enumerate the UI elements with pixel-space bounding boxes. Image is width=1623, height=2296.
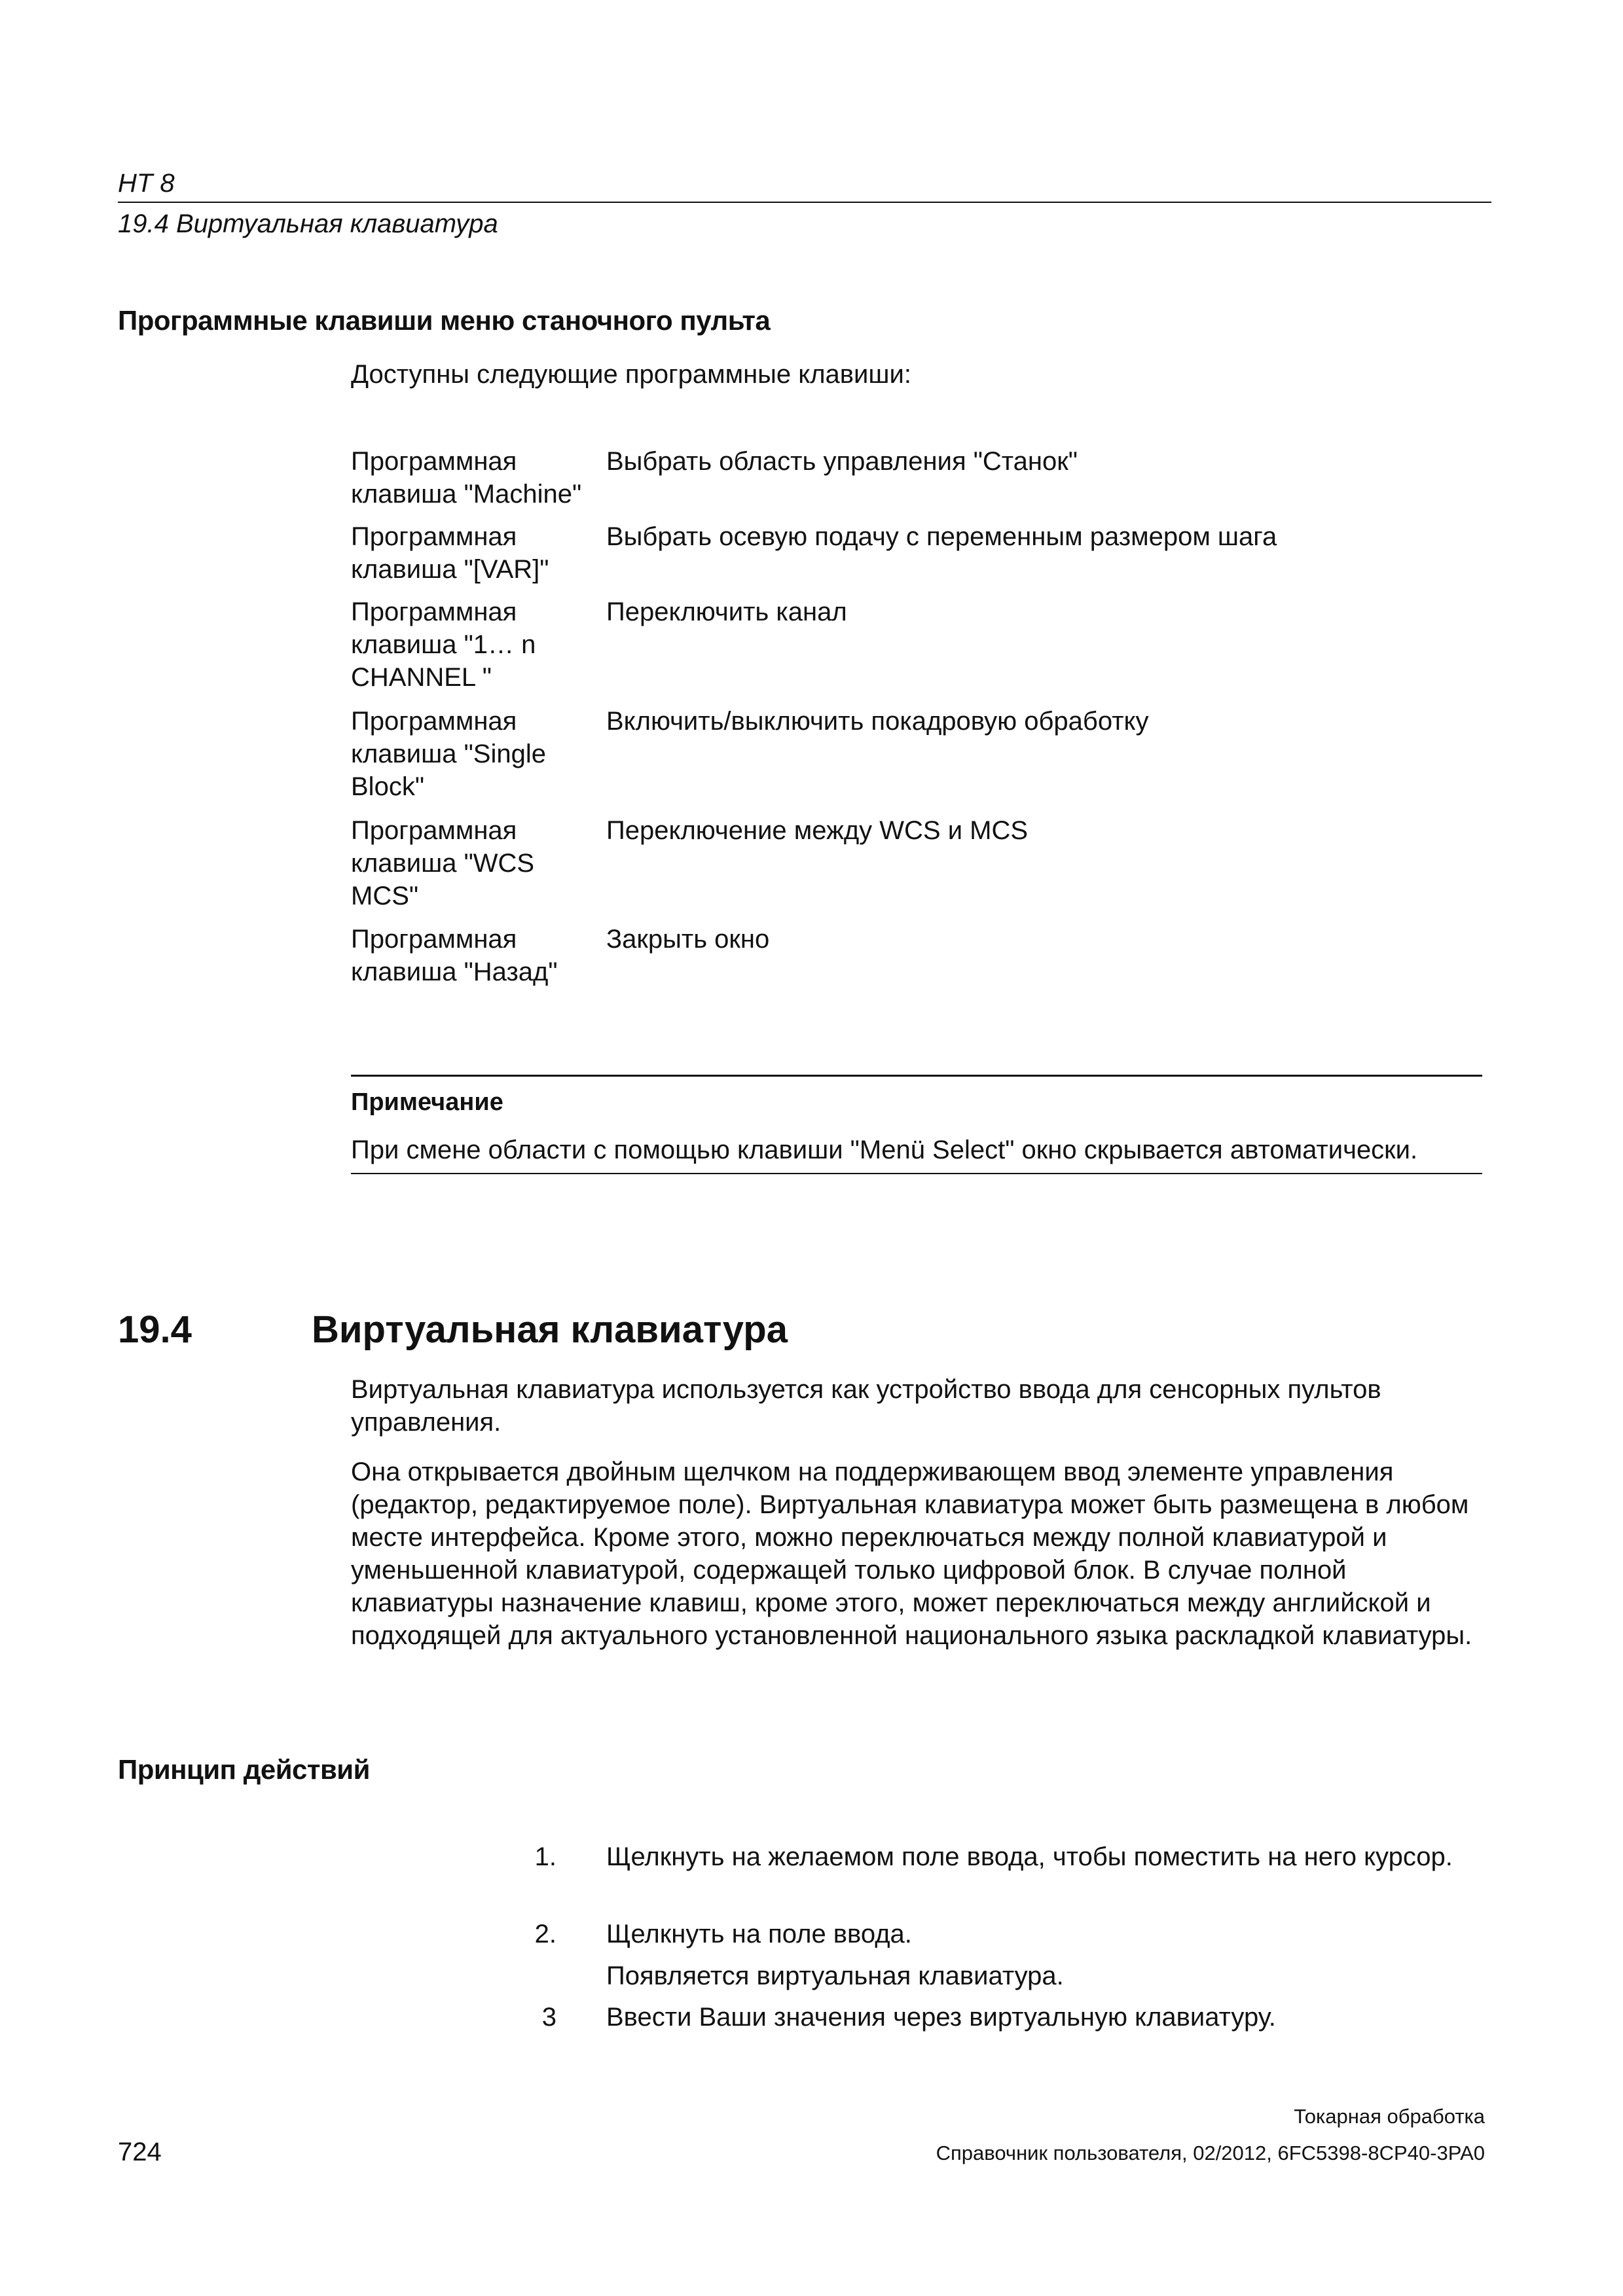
softkey-description: Выбрать осевую подачу с переменным размером шага — [606, 522, 1277, 551]
step-text: Щелкнуть на желаемом поле ввода, чтобы поместить на него курсор. — [606, 1842, 1453, 1871]
principle-heading: Принцип действий — [118, 1754, 370, 1785]
chapter-title: Виртуальная клавиатура — [312, 1308, 788, 1351]
softkey-name: Программная клавиша "WCS MCS" — [351, 816, 535, 910]
note-text: При смене области с помощью клавиши "Menü Select" окно скрывается автоматически. — [351, 1136, 1418, 1164]
softkeys-heading: Программные клавиши меню станочного пульта — [118, 305, 771, 336]
footer-doc-title: Токарная обработка — [1294, 2105, 1485, 2128]
softkey-description: Переключить канал — [606, 598, 847, 626]
step-text: Ввести Ваши значения через виртуальную клавиатуру. — [606, 2003, 1276, 2032]
softkey-name: Программная клавиша "Machine" — [351, 447, 582, 509]
softkey-description: Переключение между WCS и MCS — [606, 816, 1029, 845]
softkey-name: Программная клавиша "1… n CHANNEL " — [351, 598, 536, 692]
footer-doc-info: Справочник пользователя, 02/2012, 6FC5398-8CP40-3PA0 — [936, 2142, 1485, 2164]
softkey-description: Закрыть окно — [606, 925, 770, 954]
softkey-name: Программная клавиша "Назад" — [351, 925, 558, 986]
note-title: Примечание — [351, 1088, 503, 1116]
step-number: 2. — [534, 1920, 556, 1948]
note-bottom-rule — [351, 1173, 1482, 1174]
softkeys-intro: Доступны следующие программные клавиши: — [351, 360, 911, 389]
softkey-name: Программная клавиша "Single Block" — [351, 707, 546, 801]
softkey-description: Включить/выключить покадровую обработку — [606, 707, 1149, 736]
page-number: 724 — [118, 2138, 162, 2166]
header-product: HT 8 — [118, 169, 175, 198]
step-text: Щелкнуть на поле ввода. — [606, 1920, 912, 1948]
note-top-rule — [351, 1075, 1482, 1077]
chapter-paragraph-2: Она открывается двойным щелчком на поддерживающем ввод элементе управления (редактор, редактируемое поле). Виртуальная клавиатура может быть размещена в любом месте интерфейса. Кроме этого, можно переключаться между полной клавиатурой и уменьшенной клавиатурой, содержащей только цифровой блок. В случае полной клавиатуры назначение клавиш, кроме этого, может переключаться между английской и подходящей для актуального установленной национального языка раскладкой клавиатуры. — [351, 1458, 1472, 1650]
chapter-number: 19.4 — [118, 1308, 192, 1351]
softkey-name: Программная клавиша "[VAR]" — [351, 522, 549, 584]
chapter-paragraph-1: Виртуальная клавиатура используется как устройство ввода для сенсорных пультов управления. — [351, 1375, 1381, 1437]
step-number: 3 — [541, 2003, 556, 2032]
header-rule — [118, 202, 1491, 203]
softkey-description: Выбрать область управления "Станок" — [606, 447, 1078, 476]
step-text: Появляется виртуальная клавиатура. — [606, 1962, 1064, 1990]
header-section: 19.4 Виртуальная клавиатура — [118, 209, 498, 238]
step-number: 1. — [534, 1842, 556, 1871]
